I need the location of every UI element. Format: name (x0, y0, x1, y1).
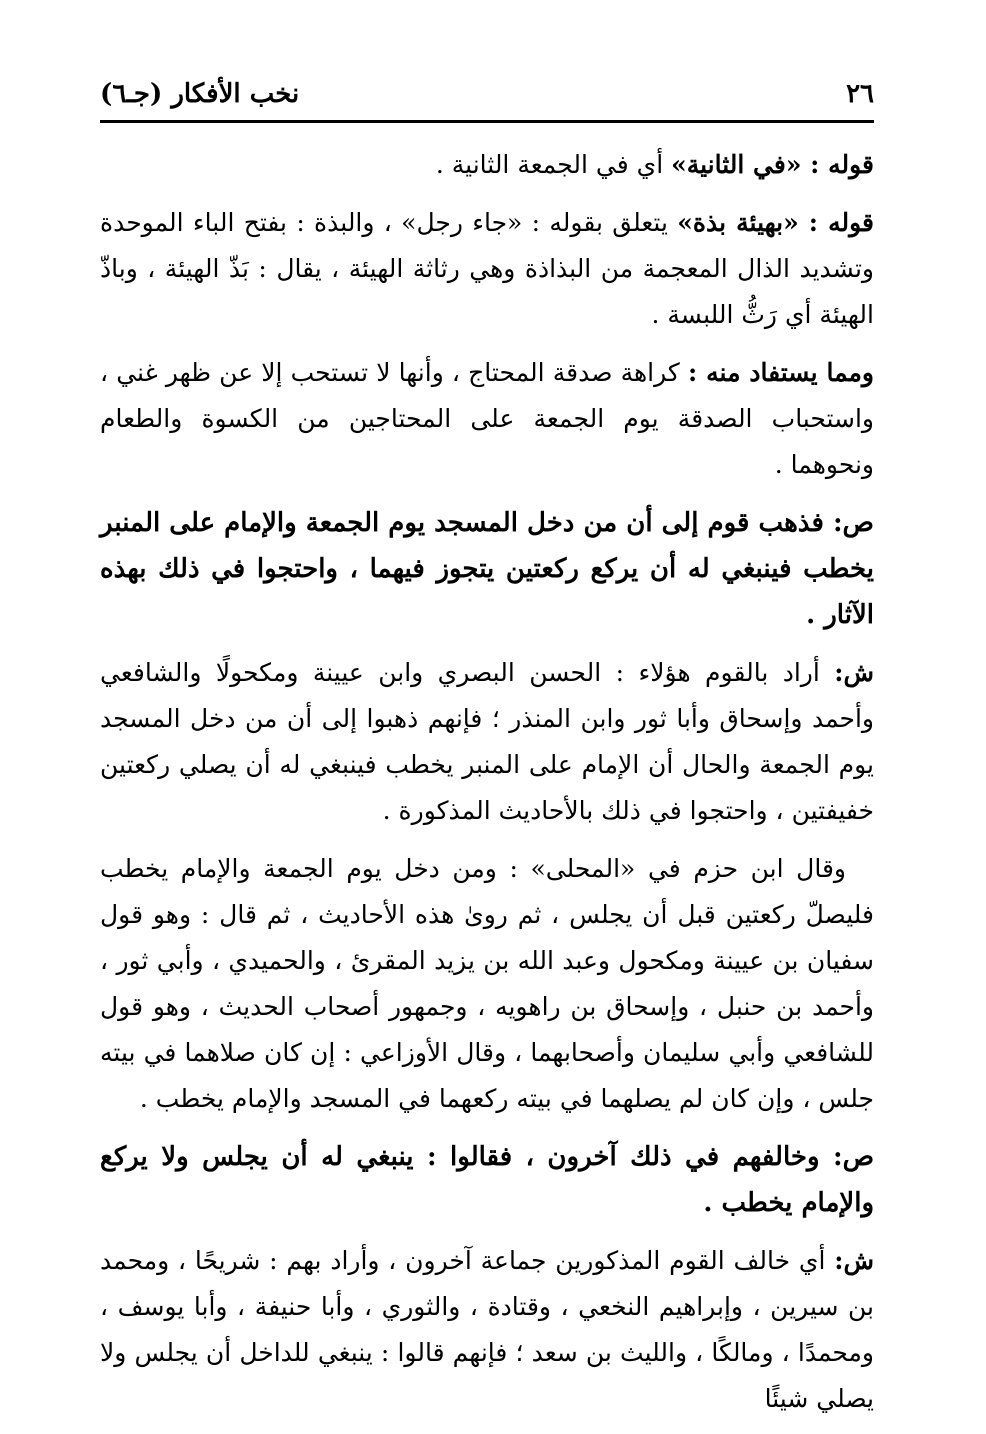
paragraph-text: أي خالف القوم المذكورين جماعة آخرون ، وأراد بهم : شريحًا ، ومحمد بن سيرين ، وإبراهيم النخعي ، وقتادة ، والثوري ، وأبا حنيفة ، وأبا يوسف ، ومحمدًا ، ومالكًا ، والليث بن سعد ؛ فإنهم قالوا : ينبغي للداخل أن يجلس ولا يصلي شيئًا (100, 1246, 874, 1413)
header-divider (100, 120, 874, 123)
paragraph-text: كراهة صدقة المحتاج ، وأنها لا تستحب إلا عن ظهر غني ، واستحباب الصدقة يوم الجمعة على المحتاجين من الكسوة والطعام ونحوهما . (100, 358, 874, 479)
page-number: ٢٦ (846, 79, 874, 109)
paragraph-lead: قوله : «في الثانية» (671, 150, 874, 179)
paragraph-lead: ش: (834, 1246, 874, 1275)
paragraph-8 (100, 1238, 874, 1422)
paragraph-lead: ش: (834, 658, 874, 687)
page-body (100, 142, 874, 1434)
paragraph-2 (100, 200, 874, 338)
paragraph-1 (100, 142, 874, 188)
paragraph-5 (100, 650, 874, 834)
paragraph-3 (100, 350, 874, 488)
paragraph-text: أراد بالقوم هؤلاء : الحسن البصري وابن عيينة ومكحولًا والشافعي وأحمد وإسحاق وأبا ثور وابن المنذر ؛ فإنهم ذهبوا إلى أن من دخل المسجد يوم الجمعة والحال أن الإمام على المنبر يخطب فينبغي له أن يصلي ركعتين خفيفتين ، واحتجوا في ذلك بالأحاديث المذكورة . (100, 658, 874, 825)
running-header (100, 72, 874, 116)
matn-paragraph-1: ص: فذهب قوم إلى أن من دخل المسجد يوم الجمعة والإمام على المنبر يخطب فينبغي له أن يركع ركعتين يتجوز فيهما ، واحتجوا في ذلك بهذه الآثار . (100, 508, 874, 630)
paragraph-text: أي في الجمعة الثانية . (435, 150, 672, 179)
paragraph-lead: ومما يستفاد منه : (687, 358, 874, 387)
paragraph-lead: قوله : «بهيئة بذة» (677, 208, 874, 237)
paragraph-text: يتعلق بقوله : «جاء رجل» ، والبذة : بفتح الباء الموحدة وتشديد الذال المعجمة من البذاذة وهي رثاثة الهيئة ، يقال : بَذّ الهيئة ، وباذّ الهيئة أي رَثُّ اللبسة . (100, 208, 874, 329)
paragraph-6: وقال ابن حزم في «المحلى» : ومن دخل يوم الجمعة والإمام يخطب فليصلّ ركعتين قبل أن يجلس ، ثم روىٰ هذه الأحاديث ، ثم قال : وهو قول سفيان بن عيينة ومكحول وعبد الله بن يزيد المقرئ ، والحميدي ، وأبي ثور ، وأحمد بن حنبل ، وإسحاق بن راهويه ، وجمهور أصحاب الحديث ، وهو قول للشافعي وأبي سليمان وأصحابهما ، وقال الأوزاعي : إن كان صلاهما في بيته جلس ، وإن كان لم يصلهما في بيته ركعهما في المسجد والإمام يخطب . (100, 854, 874, 1113)
matn-paragraph-2: ص: وخالفهم في ذلك آخرون ، فقالوا : ينبغي له أن يجلس ولا يركع والإمام يخطب . (100, 1142, 874, 1218)
book-title: نخب الأفكار (جـ٦) (100, 79, 300, 109)
